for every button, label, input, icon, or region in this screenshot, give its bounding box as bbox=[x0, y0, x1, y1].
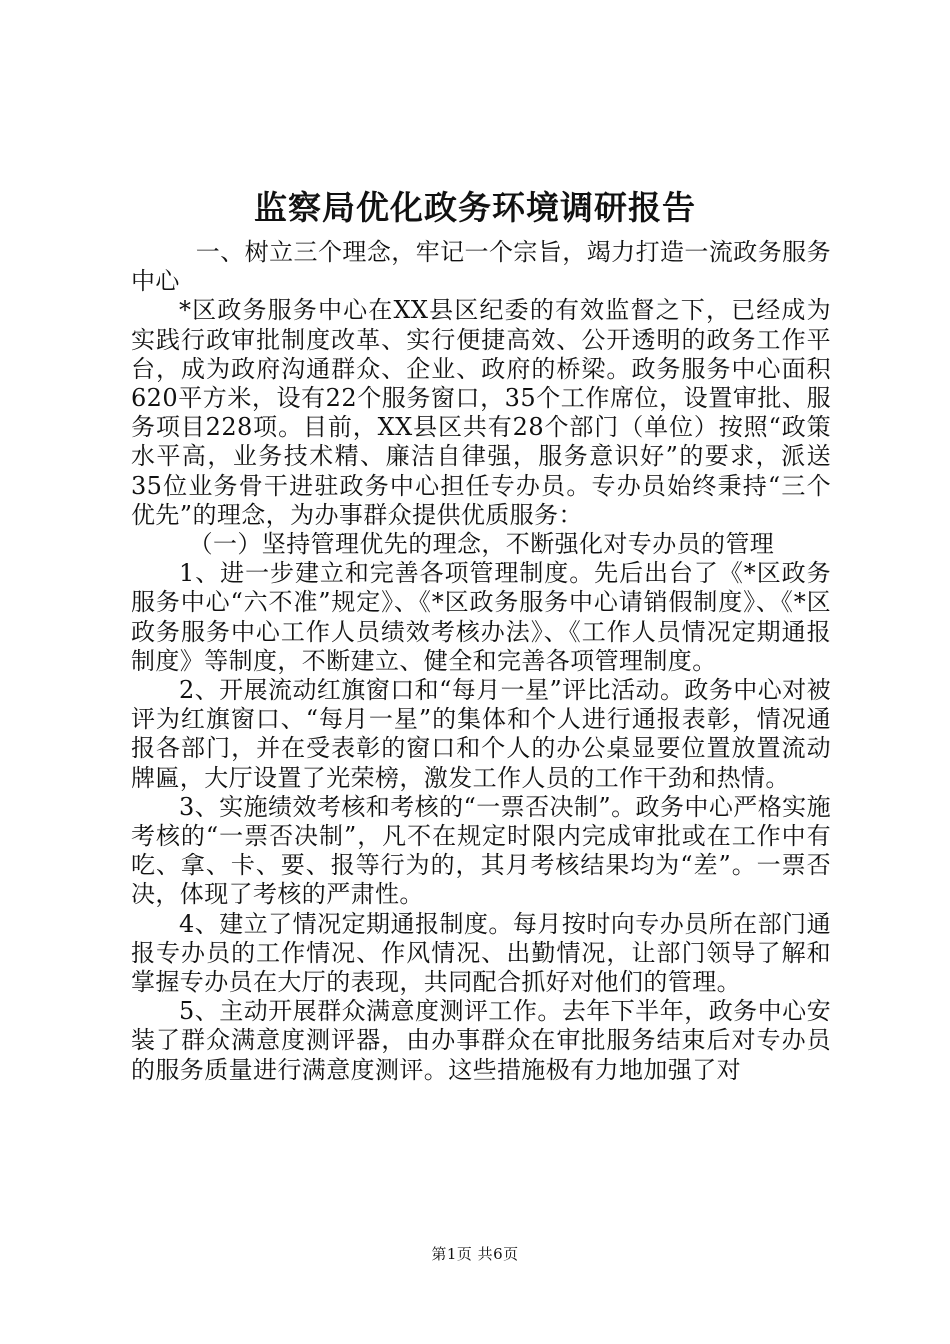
paragraph: *区政务服务中心在XX县区纪委的有效监督之下，已经成为实践行政审批制度改革、实行便捷高效、公开透明的政务工作平台，成为政府沟通群众、企业、政府的桥梁。政务服务中心面积620平方米，设有22个服务窗口，35个工作席位，设置审批、服务项目228项。目前，XX县区共有28个部门（单位）按照“政策水平高，业务技术精、廉洁自律强，服务意识好”的要求，派送35位业务骨干进驻政务中心担任专办员。专办员始终秉持“三个优先”的理念，为办事群众提供优质服务： bbox=[131, 296, 831, 529]
subsection-heading: （一）坚持管理优先的理念，不断强化对专办员的管理 bbox=[188, 530, 775, 559]
paragraph: 1、进一步建立和完善各项管理制度。先后出台了《*区政务服务中心“六不准”规定》、《*区政务服务中心请销假制度》、《*区政务服务中心工作人员绩效考核办法》、《工作人员情况定期通报制度》等制度，不断建立、健全和完善各项管理制度。 bbox=[131, 559, 831, 675]
paragraph: 2、开展流动红旗窗口和“每月一星”评比活动。政务中心对被评为红旗窗口、“每月一星”的集体和个人进行通报表彰，情况通报各部门，并在受表彰的窗口和个人的办公桌显要位置放置流动牌匾，大厅设置了光荣榜，激发工作人员的工作干劲和热情。 bbox=[131, 676, 831, 792]
page-footer: 第1页 共6页 bbox=[431, 1245, 519, 1263]
document-title: 监察局优化政务环境调研报告 bbox=[254, 188, 696, 227]
section-heading: 一、树立三个理念，牢记一个宗旨，竭力打造一流政务服务中心 bbox=[131, 238, 831, 296]
paragraph: 5、主动开展群众满意度测评工作。去年下半年，政务中心安装了群众满意度测评器，由办事群众在审批服务结束后对专办员的服务质量进行满意度测评。这些措施极有力地加强了对 bbox=[131, 997, 831, 1084]
paragraph: 3、实施绩效考核和考核的“一票否决制”。政务中心严格实施考核的“一票否决制”，凡不在规定时限内完成审批或在工作中有吃、拿、卡、要、报等行为的，其月考核结果均为“差”。一票否决，体现了考核的严肃性。 bbox=[131, 792, 831, 909]
document-body bbox=[131, 238, 831, 1085]
paragraph: 4、建立了情况定期通报制度。每月按时向专办员所在部门通报专办员的工作情况、作风情况、出勤情况，让部门领导了解和掌握专办员在大厅的表现，共同配合抓好对他们的管理。 bbox=[131, 909, 831, 997]
